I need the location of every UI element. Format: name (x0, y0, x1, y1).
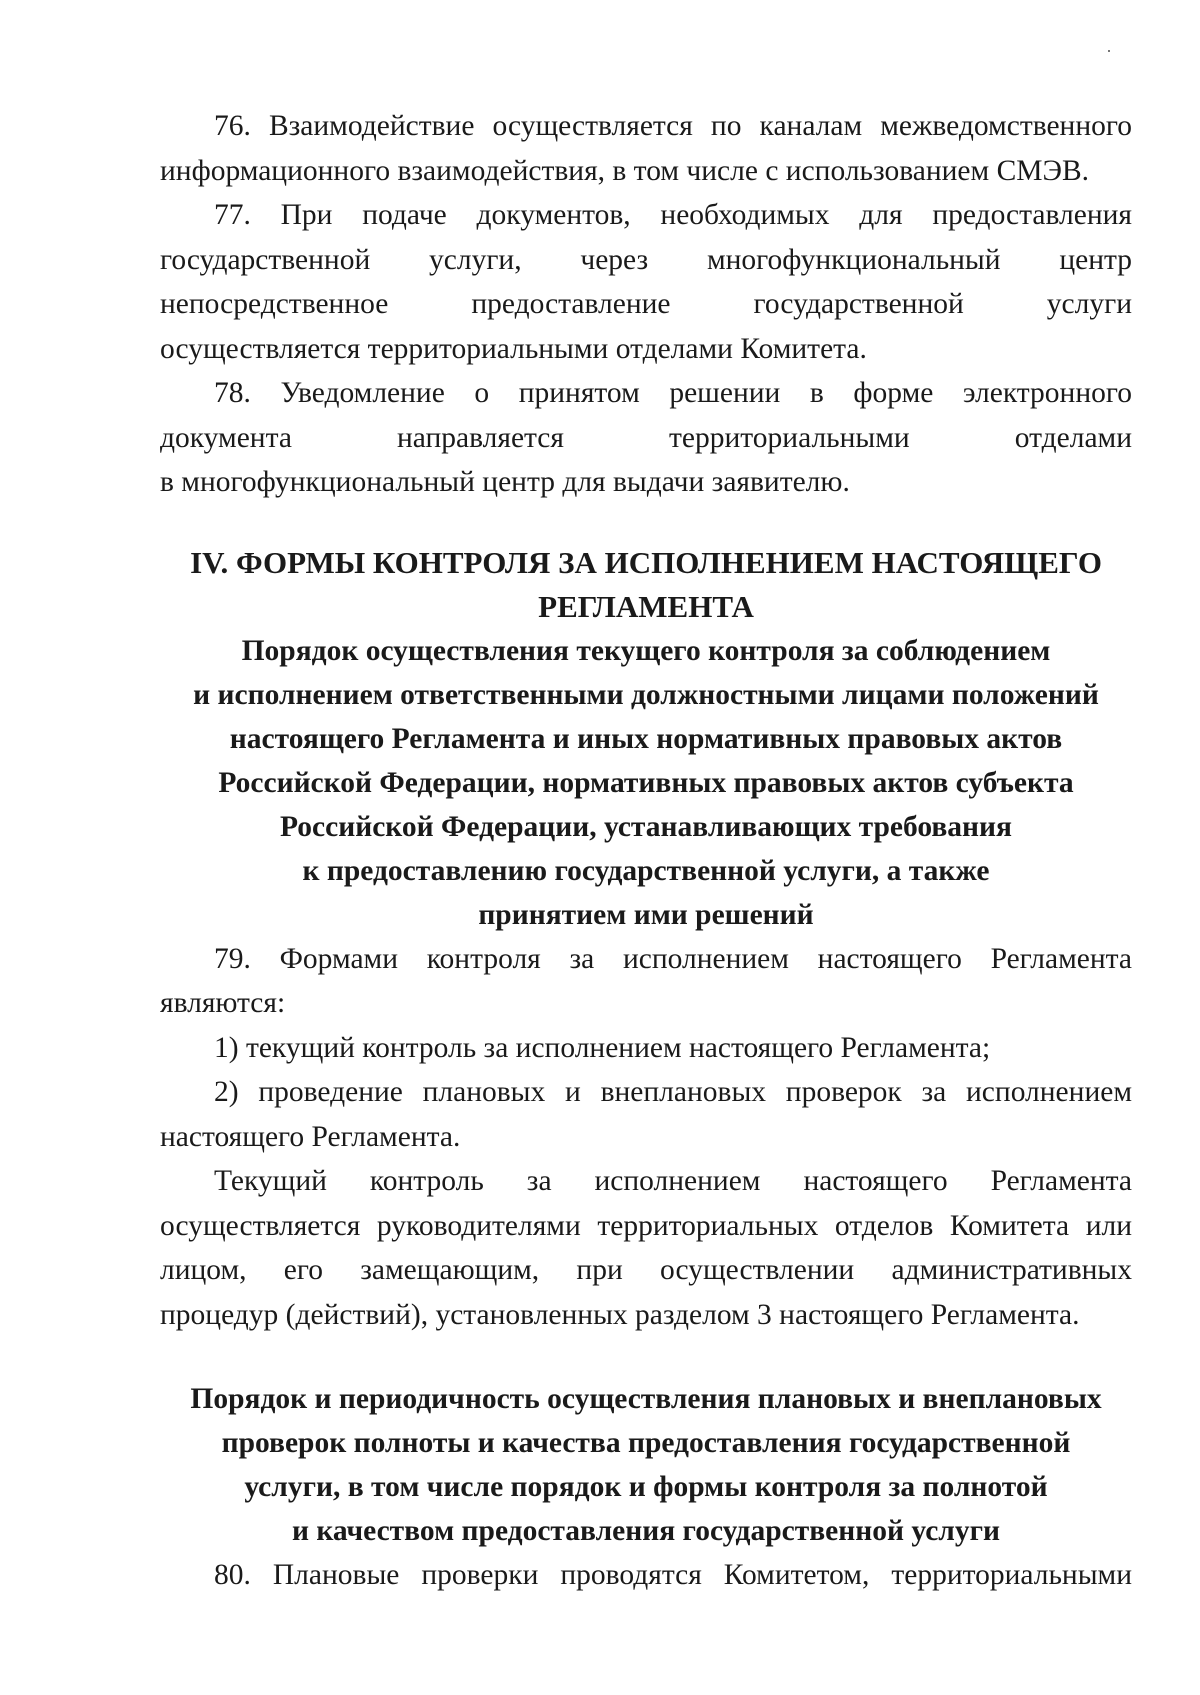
heading-line: к предоставлению государственной услуги, а также (302, 854, 990, 887)
heading-line: принятием ими решений (478, 898, 814, 931)
subheading-current-control (160, 629, 1132, 937)
heading-line: Порядок и периодичность осуществления плановых и внеплановых (190, 1383, 1102, 1415)
subheading-inspections (160, 1377, 1132, 1553)
paragraph-line: осуществляется территориальными отделами Комитета. (160, 332, 867, 365)
heading-line: IV. ФОРМЫ КОНТРОЛЯ ЗА ИСПОЛНЕНИЕМ НАСТОЯЩЕГО (190, 544, 1102, 580)
heading-line: Российской Федерации, нормативных правовых актов субъекта (218, 766, 1074, 799)
paragraph-76 (160, 104, 1132, 193)
paragraph-line: настоящего Регламента. (160, 1120, 461, 1153)
section-heading (160, 541, 1132, 629)
paragraph-line: являются: (160, 987, 286, 1019)
heading-line: РЕГЛАМЕНТА (538, 588, 754, 624)
paragraph-current-control (160, 1159, 1132, 1337)
paragraph-line: лицом, его замещающим, при осуществлении административных (160, 1254, 1132, 1286)
paragraph-80 (160, 1553, 1132, 1598)
paragraph-line: в многофункциональный центр для выдачи заявителю. (160, 466, 850, 498)
paragraph-line: 77. При подаче документов, необходимых для предоставления (214, 199, 1132, 231)
paragraph-78 (160, 371, 1132, 505)
list-item-2 (160, 1070, 1132, 1159)
paragraph-line: 76. Взаимодействие осуществляется по каналам межведомственного (214, 110, 1132, 142)
paragraph-line: документа направляется территориальными отделами (160, 421, 1132, 454)
paragraph-line: осуществляется руководителями территориальных отделов Комитета или (160, 1209, 1132, 1242)
paragraph-line: 80. Плановые проверки проводятся Комитетом, территориальными (214, 1559, 1132, 1591)
paragraph-line: 1) текущий контроль за исполнением настоящего Регламента; (214, 1031, 991, 1064)
heading-line: и качеством предоставления государственной услуги (292, 1515, 1000, 1547)
paragraph-line: процедур (действий), установленных разделом 3 настоящего Регламента. (160, 1298, 1080, 1331)
list-item-1 (160, 1026, 1132, 1071)
document-page (160, 104, 1132, 1598)
paragraph-line: 78. Уведомление о принятом решении в форме электронного (214, 377, 1132, 409)
scan-speck (1108, 50, 1110, 52)
heading-line: услуги, в том числе порядок и формы контроля за полнотой (244, 1471, 1048, 1503)
paragraph-line: 2) проведение плановых и внеплановых проверок за исполнением (214, 1076, 1132, 1108)
paragraph-line: Текущий контроль за исполнением настоящего Регламента (214, 1165, 1132, 1197)
heading-line: проверок полноты и качества предоставления государственной (221, 1427, 1071, 1459)
paragraph-line: 79. Формами контроля за исполнением настоящего Регламента (214, 942, 1132, 975)
paragraph-line: информационного взаимодействия, в том числе с использованием СМЭВ. (160, 154, 1090, 187)
paragraph-line: непосредственное предоставление государственной услуги (160, 288, 1132, 320)
heading-line: Порядок осуществления текущего контроля за соблюдением (241, 634, 1051, 667)
heading-line: Российской Федерации, устанавливающих требования (280, 810, 1012, 843)
paragraph-79 (160, 937, 1132, 1026)
heading-line: и исполнением ответственными должностными лицами положений (193, 678, 1099, 711)
paragraph-line: государственной услуги, через многофункциональный центр (160, 243, 1132, 276)
paragraph-77 (160, 193, 1132, 371)
heading-line: настоящего Регламента и иных нормативных правовых актов (229, 722, 1063, 755)
